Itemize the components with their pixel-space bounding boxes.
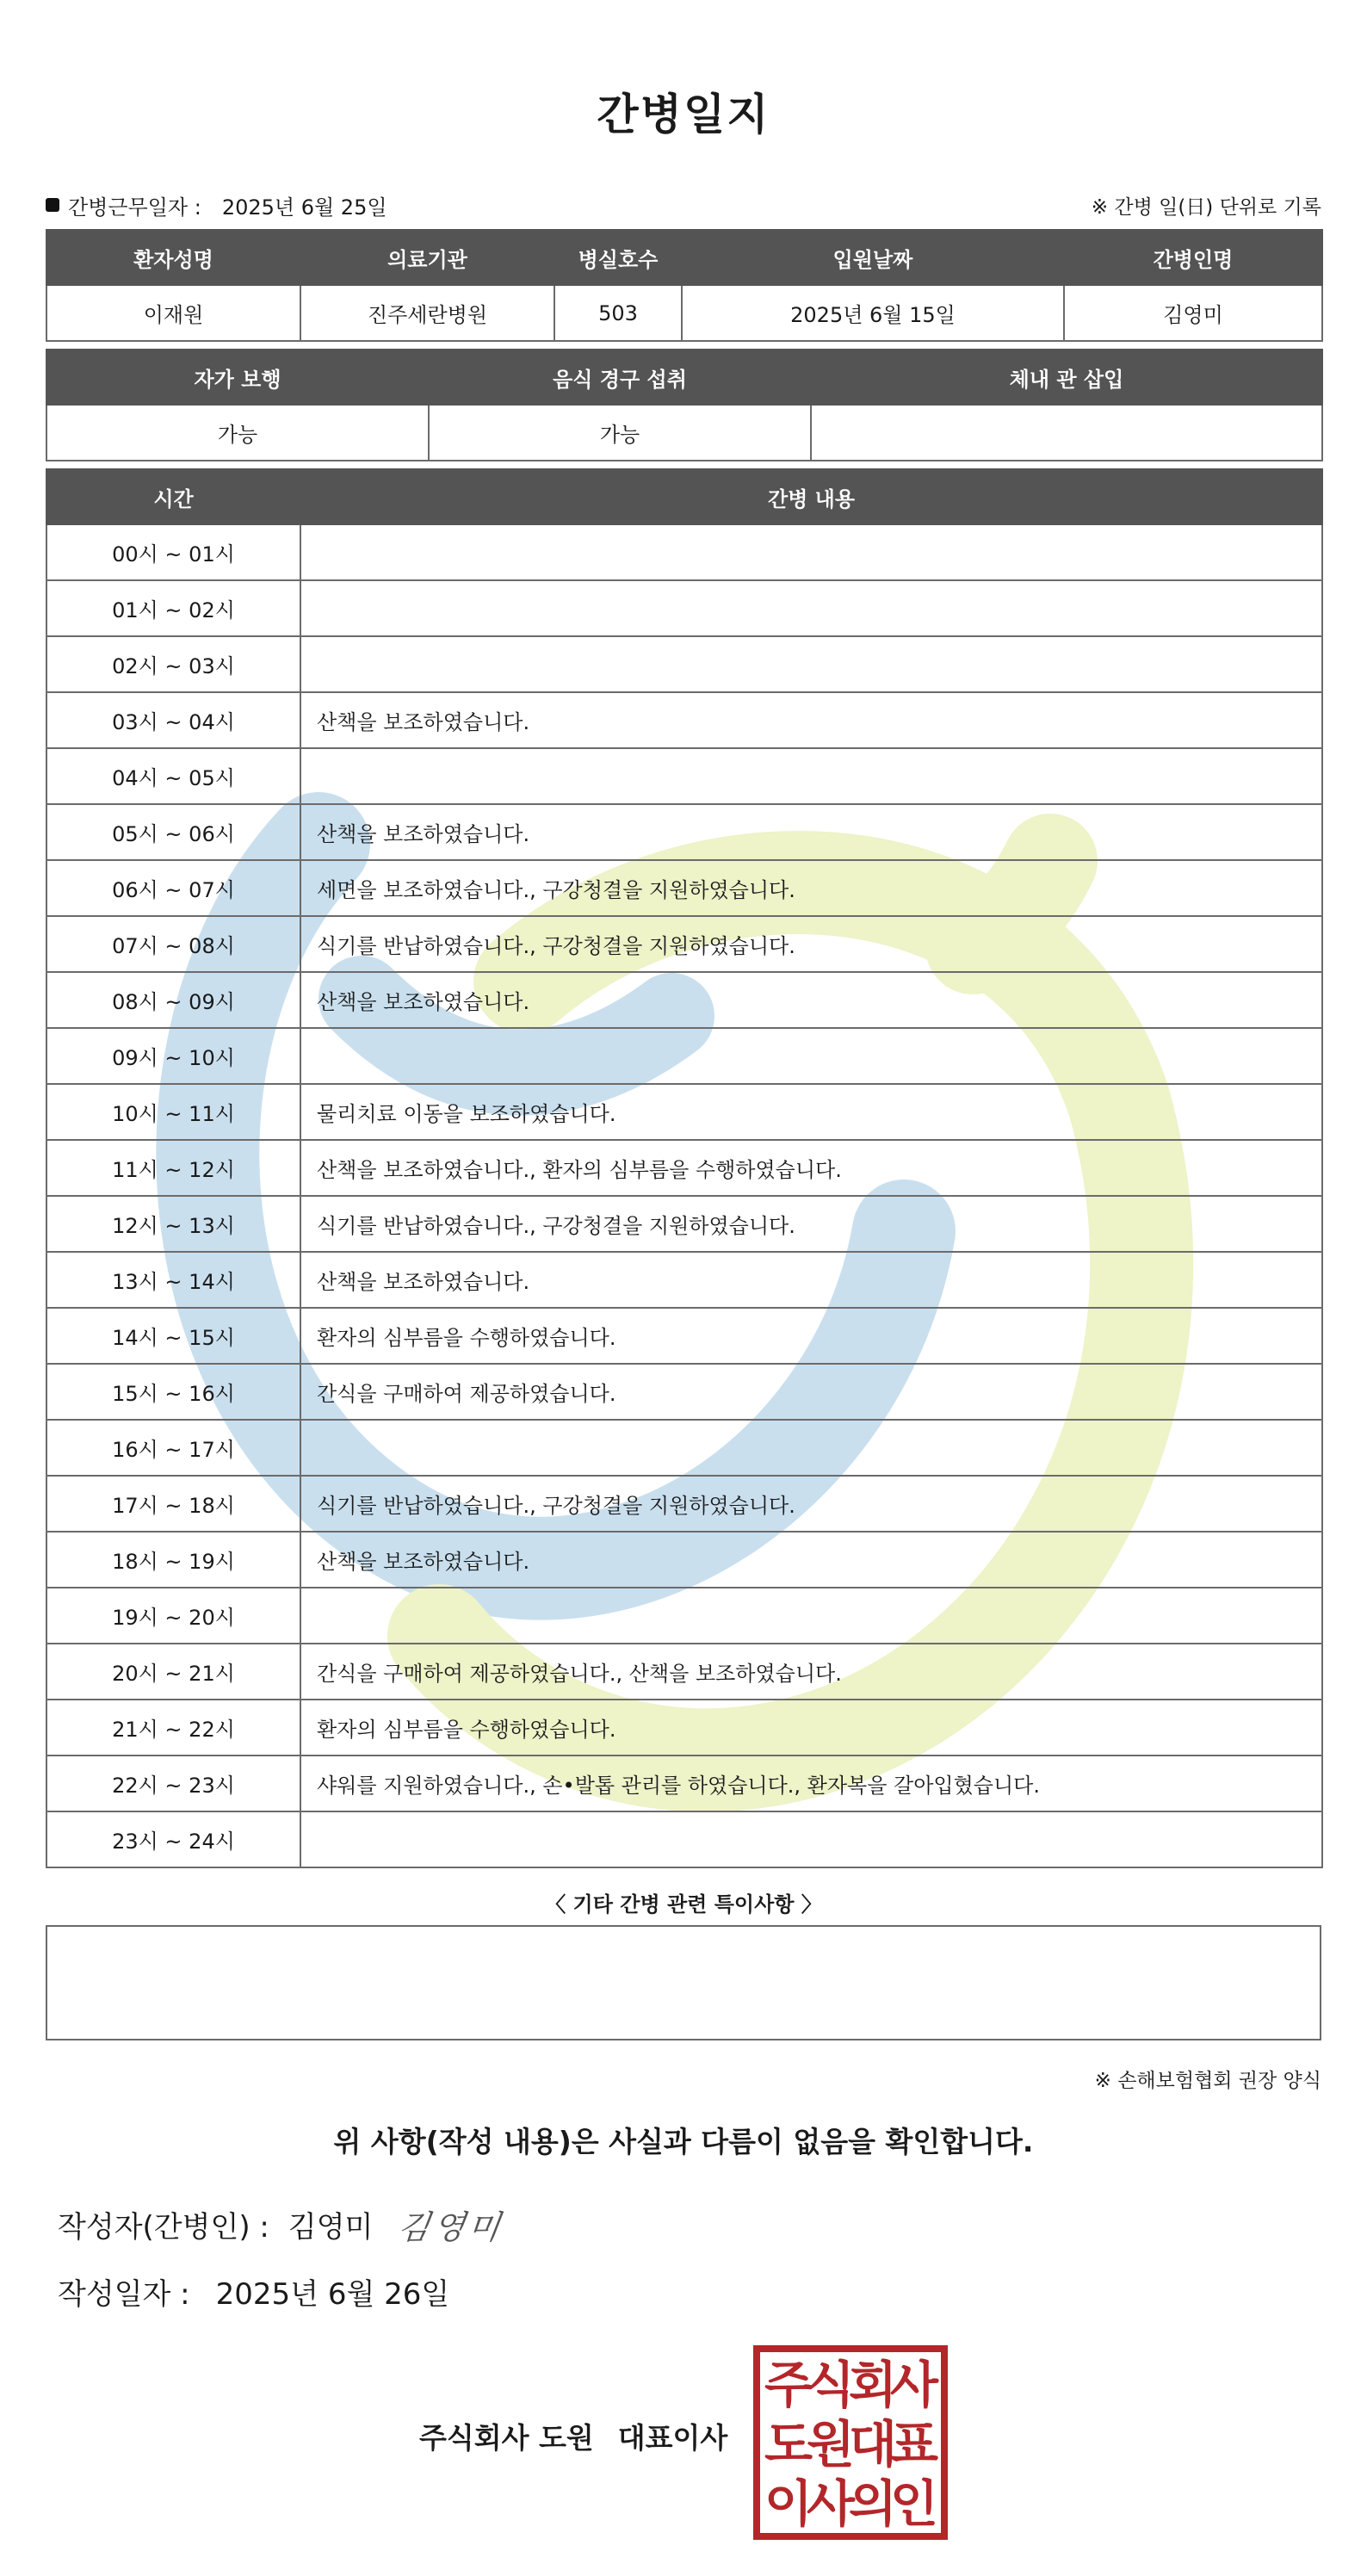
content-cell: 간식을 구매하여 제공하였습니다.: [300, 1364, 1322, 1420]
table-row: [46, 972, 1322, 1028]
content-cell: 간식을 구매하여 제공하였습니다., 산책을 보조하였습니다.: [300, 1644, 1322, 1700]
table-row: [46, 636, 1322, 692]
header-patient-name: 환자성명: [46, 230, 300, 285]
table-row: [46, 1084, 1322, 1140]
unit-note: ※ 간병 일(日) 단위로 기록: [1091, 195, 1321, 219]
content-cell: 물리치료 이동을 보조하였습니다.: [300, 1084, 1322, 1140]
room-number: 503: [554, 285, 682, 341]
time-cell: 07시 ~ 08시: [46, 916, 300, 972]
time-cell: 23시 ~ 24시: [46, 1811, 300, 1867]
svg-text:원: 원: [806, 2415, 856, 2474]
written-date-label: 작성일자 :: [58, 2276, 190, 2312]
time-cell: 00시 ~ 01시: [46, 524, 300, 580]
time-cell: 01시 ~ 02시: [46, 580, 300, 636]
special-notes-title: 〈 기타 간병 관련 특이사항 〉: [545, 1892, 822, 1917]
header-care-content: 간병 내용: [300, 469, 1322, 524]
time-cell: 12시 ~ 13시: [46, 1196, 300, 1252]
svg-text:식: 식: [806, 2356, 856, 2414]
patient-table: [46, 229, 1323, 342]
time-cell: 02시 ~ 03시: [46, 636, 300, 692]
company-rep: 대표이사: [617, 2421, 728, 2455]
company-row: [46, 2345, 1321, 2552]
header-admission-date: 입원날짜: [682, 230, 1064, 285]
work-date-label: 간병근무일자 :: [68, 195, 201, 220]
table-row: [46, 1140, 1322, 1196]
svg-text:대: 대: [848, 2415, 898, 2474]
signature: 김영미: [395, 2208, 507, 2246]
time-cell: 22시 ~ 23시: [46, 1756, 300, 1811]
company-name: 주식회사 도원: [419, 2421, 594, 2455]
time-cell: 19시 ~ 20시: [46, 1588, 300, 1644]
svg-text:의: 의: [848, 2474, 898, 2533]
header-oral-intake: 음식 경구 섭취: [429, 350, 811, 405]
content-cell: 식기를 반납하였습니다., 구강청결을 지원하였습니다.: [300, 916, 1322, 972]
content-cell: 산책을 보조하였습니다.: [300, 1532, 1322, 1588]
log-header-row: [46, 469, 1322, 524]
work-date-value: 2025년 6월 25일: [221, 195, 387, 220]
content-cell: [300, 1420, 1322, 1476]
caregiver-name: 김영미: [1064, 285, 1322, 341]
tube-insertion-value: [811, 405, 1322, 461]
written-date-line: [58, 2263, 1321, 2319]
content-cell: 환자의 심부름을 수행하였습니다.: [300, 1700, 1322, 1756]
time-cell: 21시 ~ 22시: [46, 1700, 300, 1756]
table-row: [46, 524, 1322, 580]
svg-text:인: 인: [889, 2474, 939, 2533]
table-row: [46, 692, 1322, 748]
table-row: [46, 1756, 1322, 1811]
time-cell: 10시 ~ 11시: [46, 1084, 300, 1140]
content-cell: 산책을 보조하였습니다.: [300, 804, 1322, 860]
time-cell: 05시 ~ 06시: [46, 804, 300, 860]
content-cell: [300, 1028, 1322, 1084]
recommend-note: ※ 손해보험협회 권장 양식: [1094, 2070, 1321, 2092]
time-cell: 09시 ~ 10시: [46, 1028, 300, 1084]
content-cell: [300, 636, 1322, 692]
time-cell: 06시 ~ 07시: [46, 860, 300, 916]
content-cell: [300, 524, 1322, 580]
table-row: [46, 1588, 1322, 1644]
content-cell: 샤워를 지원하였습니다., 손•발톱 관리를 하였습니다., 환자복을 갈아입혔습니다.: [300, 1756, 1322, 1811]
content-cell: 산책을 보조하였습니다., 환자의 심부름을 수행하였습니다.: [300, 1140, 1322, 1196]
table-row: [46, 1811, 1322, 1867]
status-header-row: [46, 350, 1322, 405]
content-cell: 식기를 반납하였습니다., 구강청결을 지원하였습니다.: [300, 1476, 1322, 1532]
table-row: [46, 1532, 1322, 1588]
time-cell: 14시 ~ 15시: [46, 1308, 300, 1364]
table-row: [46, 916, 1322, 972]
time-cell: 15시 ~ 16시: [46, 1364, 300, 1420]
content-cell: 환자의 심부름을 수행하였습니다.: [300, 1308, 1322, 1364]
time-cell: 17시 ~ 18시: [46, 1476, 300, 1532]
writer-line: [58, 2195, 1321, 2252]
header-room: 병실호수: [554, 230, 682, 285]
company-signoff: [419, 2416, 727, 2456]
self-walking-value: 가능: [46, 405, 429, 461]
svg-text:회: 회: [848, 2356, 898, 2414]
table-row: [46, 1308, 1322, 1364]
status-value-row: [46, 405, 1322, 461]
table-row: [46, 580, 1322, 636]
content-cell: [300, 1588, 1322, 1644]
header-tube-insertion: 체내 관 삽입: [811, 350, 1322, 405]
header-caregiver: 간병인명: [1064, 230, 1322, 285]
content-cell: 산책을 보조하였습니다.: [300, 1252, 1322, 1308]
content-cell: [300, 748, 1322, 804]
time-cell: 18시 ~ 19시: [46, 1532, 300, 1588]
oral-intake-value: 가능: [429, 405, 811, 461]
confirm-statement: 위 사항(작성 내용)은 사실과 다름이 없음을 확인합니다.: [333, 2125, 1034, 2158]
patient-name: 이재원: [46, 285, 300, 341]
time-cell: 13시 ~ 14시: [46, 1252, 300, 1308]
table-row: [46, 1420, 1322, 1476]
svg-text:이: 이: [764, 2474, 813, 2533]
content-cell: 산책을 보조하였습니다.: [300, 972, 1322, 1028]
content-cell: [300, 1811, 1322, 1867]
svg-text:도: 도: [764, 2415, 813, 2474]
content-cell: 식기를 반납하였습니다., 구강청결을 지원하였습니다.: [300, 1196, 1322, 1252]
time-cell: 04시 ~ 05시: [46, 748, 300, 804]
document-title: 간병일지: [597, 90, 770, 139]
table-row: [46, 1028, 1322, 1084]
company-seal-stamp: [753, 2345, 948, 2540]
header-time: 시간: [46, 469, 300, 524]
table-row: [46, 804, 1322, 860]
written-date-value: 2025년 6월 26일: [215, 2276, 450, 2312]
patient-header-row: [46, 230, 1322, 285]
svg-text:주: 주: [764, 2356, 813, 2414]
hospital-name: 진주세란병원: [300, 285, 554, 341]
meta-row: [46, 181, 1321, 229]
writer-label: 작성자(간병인) :: [58, 2209, 269, 2245]
table-row: [46, 1644, 1322, 1700]
table-row: [46, 860, 1322, 916]
admission-date: 2025년 6월 15일: [682, 285, 1064, 341]
care-log-table: [46, 468, 1323, 1868]
work-date: [46, 190, 387, 220]
table-row: [46, 1252, 1322, 1308]
special-notes-box: [46, 1925, 1321, 2040]
time-cell: 11시 ~ 12시: [46, 1140, 300, 1196]
time-cell: 16시 ~ 17시: [46, 1420, 300, 1476]
table-row: [46, 1700, 1322, 1756]
svg-text:사: 사: [889, 2356, 939, 2414]
writer-name: 김영미: [288, 2209, 374, 2245]
square-bullet-icon: [46, 198, 59, 212]
content-cell: 산책을 보조하였습니다.: [300, 692, 1322, 748]
table-row: [46, 1364, 1322, 1420]
content-cell: [300, 580, 1322, 636]
header-self-walking: 자가 보행: [46, 350, 429, 405]
svg-text:사: 사: [806, 2474, 856, 2533]
time-cell: 08시 ~ 09시: [46, 972, 300, 1028]
time-cell: 03시 ~ 04시: [46, 692, 300, 748]
table-row: [46, 1476, 1322, 1532]
header-hospital: 의료기관: [300, 230, 554, 285]
status-table: [46, 349, 1323, 461]
content-cell: 세면을 보조하였습니다., 구강청결을 지원하였습니다.: [300, 860, 1322, 916]
patient-value-row: [46, 285, 1322, 341]
table-row: [46, 1196, 1322, 1252]
svg-text:표: 표: [889, 2415, 939, 2474]
table-row: [46, 748, 1322, 804]
time-cell: 20시 ~ 21시: [46, 1644, 300, 1700]
